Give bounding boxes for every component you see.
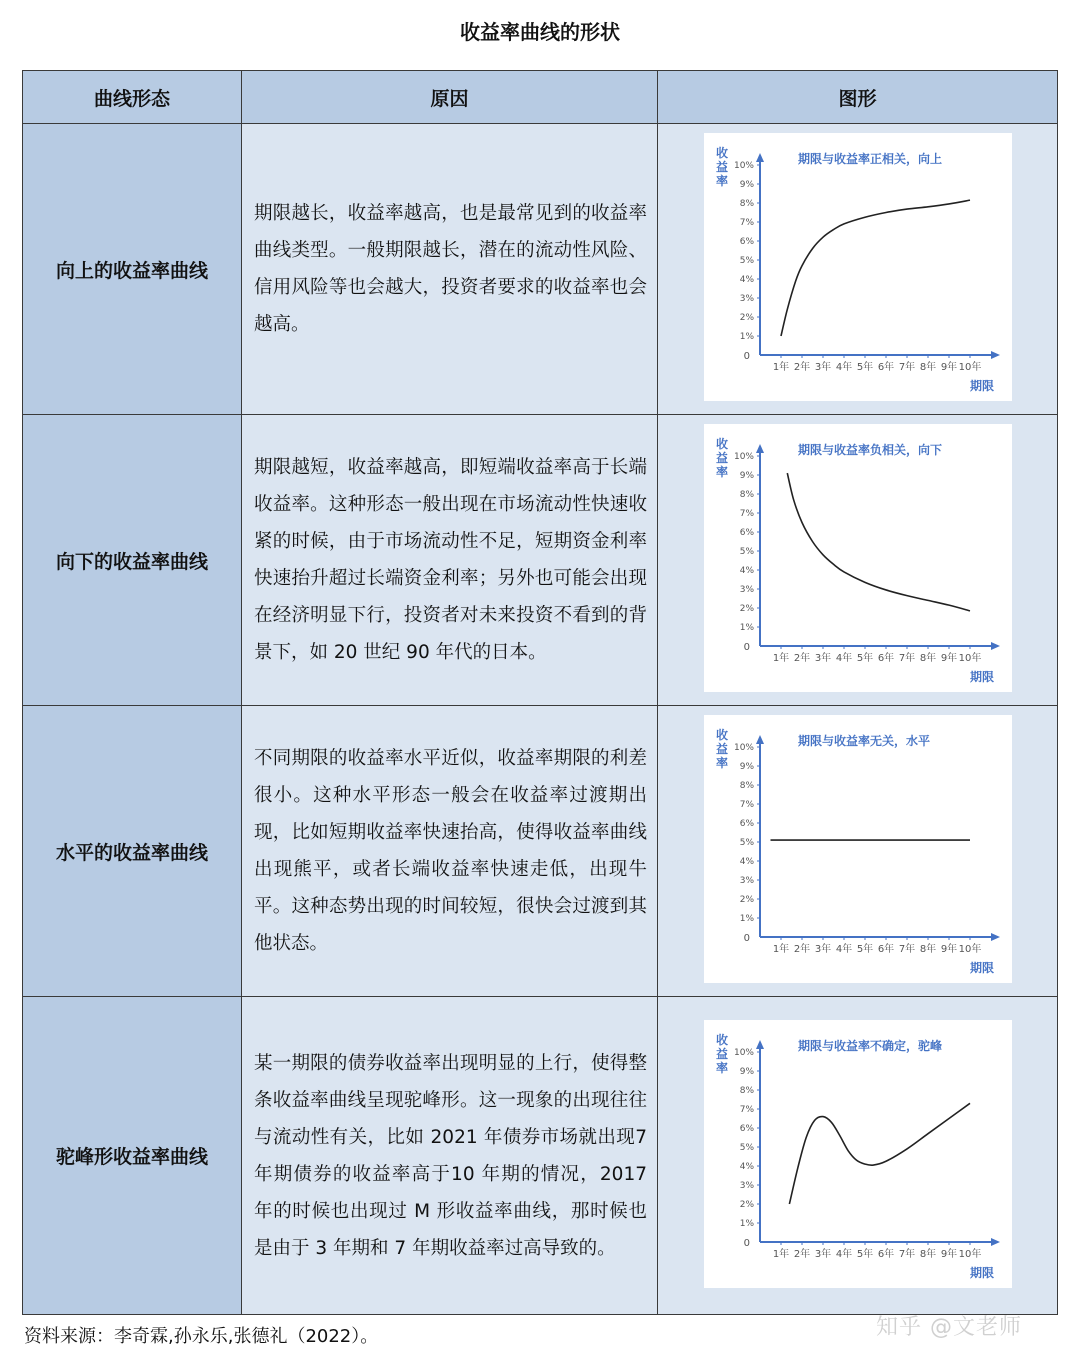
x-axis-label: 期限 (969, 961, 994, 975)
header-reason: 原因 (242, 71, 658, 124)
chart-title: 期限与收益率正相关，向上 (797, 152, 942, 166)
y-tick-label: 4% (739, 566, 754, 576)
x-tick-label: 5年 (856, 362, 873, 373)
y-tick-label: 4% (739, 857, 754, 867)
chart-box (704, 424, 1012, 692)
x-tick-label: 8年 (919, 1248, 936, 1260)
row-figure (658, 706, 1058, 997)
x-axis-arrow (991, 642, 1000, 650)
chart-title: 期限与收益率负相关，向下 (797, 443, 942, 457)
x-tick-label: 7年 (898, 1248, 915, 1260)
x-tick-label: 8年 (919, 653, 936, 664)
x-tick-label: 1年 (772, 1248, 789, 1260)
y-tick-label: 1% (739, 914, 754, 924)
y-tick-label: 5% (739, 1142, 754, 1153)
row-figure (658, 997, 1058, 1315)
x-tick-label: 7年 (898, 362, 915, 373)
y-tick-label: 6% (739, 528, 754, 538)
y-tick-label: 8% (739, 781, 754, 791)
row-figure (658, 124, 1058, 415)
y-tick-label: 10% (733, 161, 754, 171)
chart-upward (704, 133, 1012, 401)
y-axis-arrow (756, 444, 764, 453)
y-tick-label: 5% (739, 838, 754, 848)
x-axis-label: 期限 (969, 379, 994, 393)
x-tick-label: 6年 (877, 1248, 894, 1260)
x-tick-label: 3年 (814, 1248, 831, 1260)
y-axis-arrow (756, 735, 764, 744)
x-tick-label: 10年 (958, 1248, 981, 1260)
x-tick-label: 2年 (793, 362, 810, 373)
y-tick-label: 1% (739, 623, 754, 633)
x-tick-label: 9年 (940, 1248, 957, 1260)
chart-downward (704, 424, 1012, 692)
row-figure (658, 415, 1058, 706)
x-tick-label: 9年 (940, 653, 957, 664)
table-row (23, 997, 1058, 1315)
y-tick-label: 4% (739, 1161, 754, 1172)
y-tick-label: 9% (739, 180, 754, 190)
x-tick-label: 4年 (835, 362, 852, 373)
y-tick-label: 9% (739, 762, 754, 772)
table-row (23, 415, 1058, 706)
chart-box (704, 715, 1012, 983)
origin-label: 0 (743, 1237, 750, 1249)
y-tick-label: 3% (739, 585, 754, 595)
series-line (781, 200, 970, 336)
x-axis-arrow (991, 351, 1000, 359)
x-tick-label: 1年 (772, 944, 789, 955)
y-tick-label: 6% (739, 1123, 754, 1134)
y-tick-label: 2% (739, 313, 754, 323)
y-tick-label: 5% (739, 547, 754, 557)
row-shape: 向下的收益率曲线 (23, 415, 242, 706)
x-tick-label: 10年 (958, 362, 981, 373)
x-tick-label: 4年 (835, 653, 852, 664)
x-tick-label: 9年 (940, 362, 957, 373)
header-figure: 图形 (658, 71, 1058, 124)
x-tick-label: 5年 (856, 944, 873, 955)
x-tick-label: 10年 (958, 653, 981, 664)
x-tick-label: 10年 (958, 944, 981, 955)
x-tick-label: 2年 (793, 1248, 810, 1260)
y-tick-label: 9% (739, 1066, 754, 1077)
y-tick-label: 10% (733, 743, 754, 753)
row-reason: 期限越长，收益率越高，也是最常见到的收益率曲线类型。一般期限越长，潜在的流动性风险、信用风险等也会越大，投资者要求的收益率也会越高。 (242, 124, 658, 415)
row-shape: 驼峰形收益率曲线 (23, 997, 242, 1315)
x-axis-label: 期限 (969, 1265, 994, 1280)
y-tick-label: 1% (739, 332, 754, 342)
origin-label: 0 (743, 642, 750, 653)
chart-title: 期限与收益率无关，水平 (797, 734, 930, 748)
y-tick-label: 10% (733, 452, 754, 462)
origin-label: 0 (743, 933, 750, 944)
chart-title: 期限与收益率不确定，驼峰 (797, 1038, 942, 1053)
origin-label: 0 (743, 351, 750, 362)
y-tick-label: 2% (739, 1199, 754, 1210)
chart-humped (704, 1020, 1012, 1288)
page-title: 收益率曲线的形状 (460, 20, 620, 44)
x-tick-label: 6年 (877, 362, 894, 373)
x-tick-label: 4年 (835, 944, 852, 955)
row-reason: 期限越短，收益率越高，即短端收益率高于长端收益率。这种形态一般出现在市场流动性快速收紧的时候，由于市场流动性不足，短期资金利率快速抬升超过长端资金利率；另外也可能会出现在经济明显下行，投资者对未来投资不看到的背景下，如 20 世纪 90 年代的日本。 (242, 415, 658, 706)
y-tick-label: 7% (739, 800, 754, 810)
y-tick-label: 4% (739, 275, 754, 285)
x-tick-label: 1年 (772, 362, 789, 373)
y-axis-label: 收益率 (715, 146, 728, 188)
yield-curve-table (22, 70, 1058, 1315)
table-header-row (23, 71, 1058, 124)
y-tick-label: 8% (739, 490, 754, 500)
watermark: 知乎 @文老师 (876, 1315, 1022, 1340)
source-note: 资料来源：李奇霖,孙永乐,张德礼（2022）。 (24, 1326, 379, 1347)
x-tick-label: 3年 (814, 362, 831, 373)
series-line (787, 473, 970, 611)
y-tick-label: 10% (733, 1047, 754, 1058)
row-shape: 向上的收益率曲线 (23, 124, 242, 415)
x-tick-label: 2年 (793, 653, 810, 664)
y-tick-label: 8% (739, 199, 754, 209)
chart-box (704, 133, 1012, 401)
table-row (23, 706, 1058, 997)
x-tick-label: 8年 (919, 362, 936, 373)
y-tick-label: 9% (739, 471, 754, 481)
x-tick-label: 5年 (856, 653, 873, 664)
x-tick-label: 1年 (772, 653, 789, 664)
x-tick-label: 2年 (793, 944, 810, 955)
x-axis-arrow (991, 1238, 1000, 1246)
y-axis-arrow (756, 1040, 764, 1049)
chart-box (704, 1020, 1012, 1288)
y-tick-label: 7% (739, 218, 754, 228)
y-tick-label: 1% (739, 1218, 754, 1229)
y-tick-label: 2% (739, 895, 754, 905)
y-tick-label: 3% (739, 876, 754, 886)
y-axis-label: 收益率 (715, 728, 728, 770)
row-shape: 水平的收益率曲线 (23, 706, 242, 997)
x-tick-label: 3年 (814, 944, 831, 955)
x-tick-label: 4年 (835, 1248, 852, 1260)
x-axis-arrow (991, 933, 1000, 941)
y-tick-label: 7% (739, 1104, 754, 1115)
x-tick-label: 6年 (877, 944, 894, 955)
chart-flat (704, 715, 1012, 983)
series-line (789, 1103, 970, 1204)
y-tick-label: 3% (739, 294, 754, 304)
table-row (23, 124, 1058, 415)
x-tick-label: 9年 (940, 944, 957, 955)
x-tick-label: 8年 (919, 944, 936, 955)
x-axis-label: 期限 (969, 670, 994, 684)
y-tick-label: 7% (739, 509, 754, 519)
x-tick-label: 5年 (856, 1248, 873, 1260)
x-tick-label: 7年 (898, 653, 915, 664)
y-tick-label: 6% (739, 237, 754, 247)
row-reason: 某一期限的债券收益率出现明显的上行，使得整条收益率曲线呈现驼峰形。这一现象的出现往往与流动性有关，比如 2021 年债券市场就出现7 年期债券的收益率高于10 年期的情况，2017 年的时候也出现过 M 形收益率曲线，那时候也是由于 3 年期和 7 年期收益率过高导致的。 (242, 997, 658, 1315)
y-tick-label: 3% (739, 1180, 754, 1191)
x-tick-label: 7年 (898, 944, 915, 955)
y-axis-label: 收益率 (715, 1032, 728, 1075)
y-tick-label: 5% (739, 256, 754, 266)
y-tick-label: 6% (739, 819, 754, 829)
row-reason: 不同期限的收益率水平近似，收益率期限的利差很小。这种水平形态一般会在收益率过渡期出现，比如短期收益率快速抬高，使得收益率曲线出现熊平，或者长端收益率快速走低，出现牛平。这种态势出现的时间较短，很快会过渡到其他状态。 (242, 706, 658, 997)
x-tick-label: 6年 (877, 653, 894, 664)
y-axis-label: 收益率 (715, 437, 728, 479)
y-tick-label: 2% (739, 604, 754, 614)
x-tick-label: 3年 (814, 653, 831, 664)
header-shape: 曲线形态 (23, 71, 242, 124)
y-axis-arrow (756, 153, 764, 162)
y-tick-label: 8% (739, 1085, 754, 1096)
